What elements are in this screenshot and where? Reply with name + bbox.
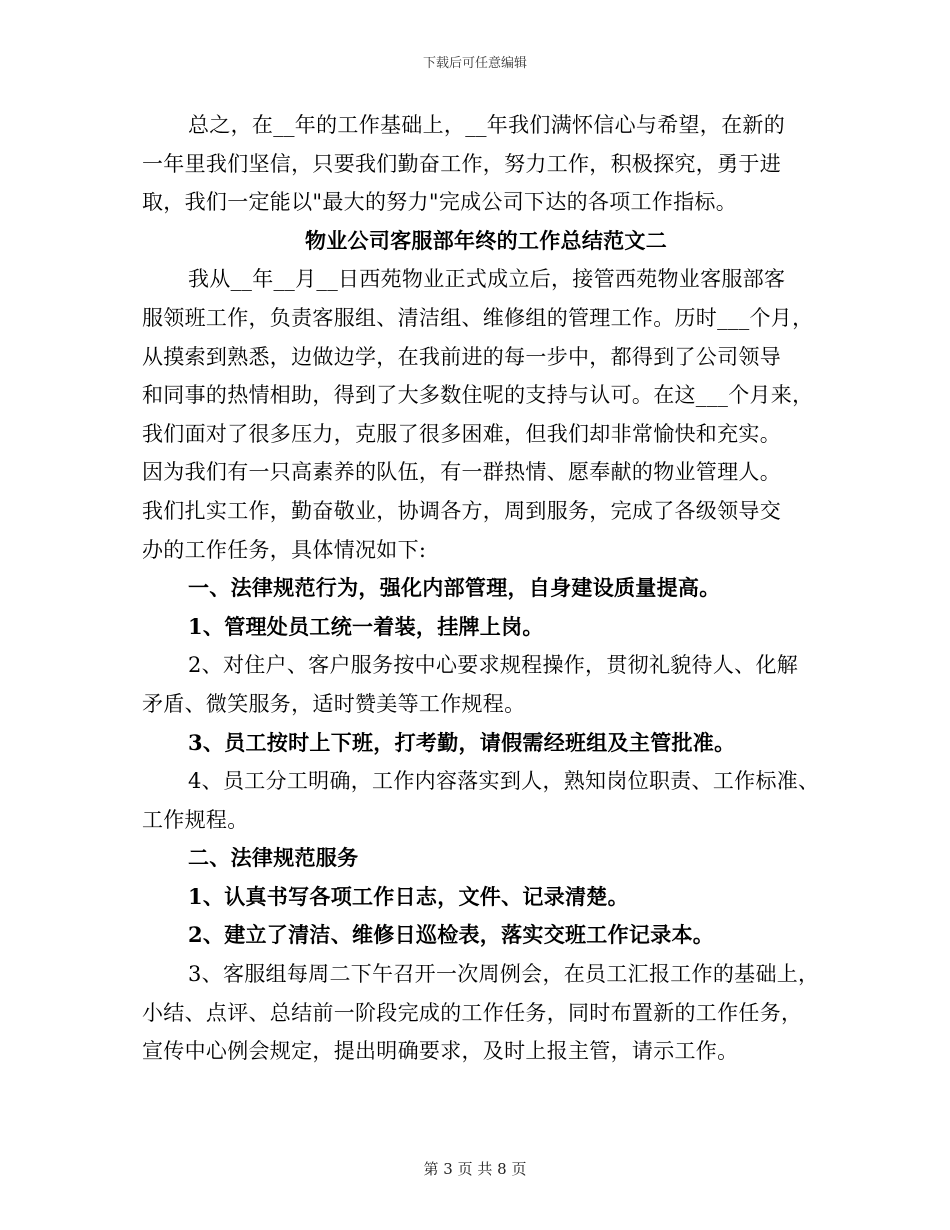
paragraph-line: 小结、点评、总结前一阶段完成的工作任务，同时布置新的工作任务， [142,1000,803,1025]
paragraph-line: 我们面对了很多压力，克服了很多困难，但我们却非常愉快和充实。 [142,421,781,446]
paragraph-line: 总之，在__年的工作基础上，__年我们满怀信心与希望，在新的 [188,113,785,137]
paragraph-line: 和同事的热情相助，得到了大多数住呢的支持与认可。在这___个月来， [142,383,814,408]
page-footer: 第 3 页 共 8 页 [423,1160,527,1178]
list-item: 2、对住户、客户服务按中心要求规程操作，贯彻礼貌待人、化解 [188,653,799,678]
list-item: 3、员工按时上下班，打考勤，请假需经班组及主管批准。 [188,729,736,755]
section-title: 物业公司客服部年终的工作总结范文二 [304,227,668,253]
list-item: 1、认真书写各项工作日志，文件、记录清楚。 [188,883,629,909]
list-item: 1、管理处员工统一着装，挂牌上岗。 [188,613,544,639]
paragraph-line: 我们扎实工作，勤奋敬业，协调各方，周到服务，完成了各级领导交 [142,498,781,523]
list-item: 2、建立了清洁、维修日巡检表，落实交班工作记录本。 [188,922,715,948]
paragraph-line: 从摸索到熟悉，边做边学，在我前进的每一步中，都得到了公司领导 [142,344,781,369]
paragraph-line: 取，我们一定能以"最大的努力"完成公司下达的各项工作指标。 [142,190,738,215]
paragraph-line: 我从__年__月__日西苑物业正式成立后，接管西苑物业客服部客 [188,267,786,292]
paragraph-line: 因为我们有一只高素养的队伍，有一群热情、愿奉献的物业管理人。 [142,460,781,485]
page-header: 下载后可任意编辑 [422,56,527,71]
paragraph-line: 办的工作任务，具体情况如下: [142,537,427,562]
section-heading: 二、法律规范服务 [188,845,359,871]
list-item: 3、客服组每周二下午召开一次周例会，在员工汇报工作的基础上， [188,962,820,987]
paragraph-line: 一年里我们坚信，只要我们勤奋工作，努力工作，积极探究，勇于进 [142,151,781,176]
document-body [142,106,830,1071]
list-item: 4、员工分工明确，工作内容落实到人，熟知岗位职责、工作标准、 [188,769,820,794]
paragraph-line: 服领班工作，负责客服组、清洁组、维修组的管理工作。历时___个月， [142,305,814,330]
paragraph-line: 工作规程。 [142,807,249,832]
section-heading: 一、法律规范行为，强化内部管理，自身建设质量提高。 [188,575,721,601]
paragraph-line: 矛盾、微笑服务，适时赞美等工作规程。 [142,691,526,716]
paragraph-line: 宣传中心例会规定，提出明确要求，及时上报主管，请示工作。 [142,1039,739,1064]
